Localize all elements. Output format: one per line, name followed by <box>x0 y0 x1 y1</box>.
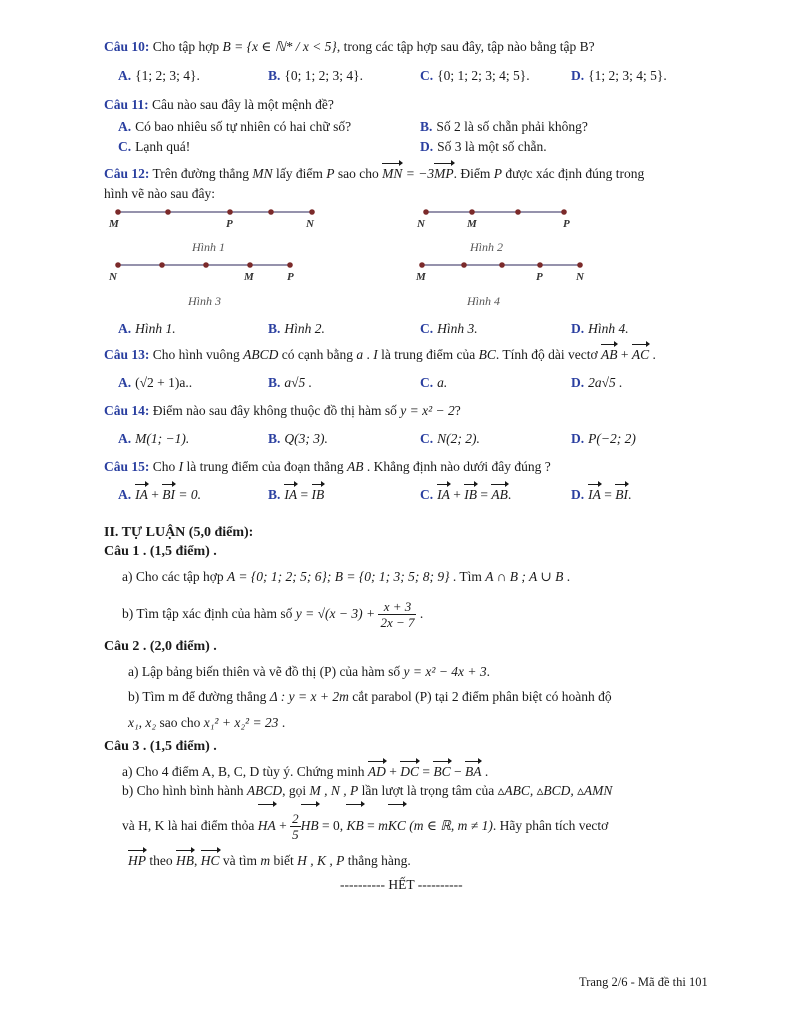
q12-figures <box>100 204 720 314</box>
vec-mp: MP <box>434 166 454 181</box>
q11-option-b[interactable]: B. Số 2 là số chẵn phải không? <box>420 119 588 134</box>
c2-b-line2: x₁, x₂ sao cho x₁² + x₂² = 23 . <box>128 715 286 730</box>
fig4-point-m <box>420 263 425 268</box>
fig3-point-p <box>288 263 293 268</box>
q10-text-b: , trong các tập hợp sau đây, tập nào bằng tập B? <box>336 39 595 54</box>
fig2-point-n <box>424 210 429 215</box>
fig2-point-p <box>562 210 567 215</box>
fig4-caption: Hình 4 <box>467 294 500 308</box>
c1-heading: Câu 1 . (1,5 điểm) . <box>104 544 217 559</box>
q15-option-d[interactable]: D. IA = BI. <box>571 487 632 502</box>
c3-a: a) Cho 4 điểm A, B, C, D tùy ý. Chứng minh AD + DC = BC − BA . <box>122 764 489 779</box>
c3-b-line3: HP theo HB, HC và tìm m biết H , K , P thẳng hàng. <box>128 853 411 868</box>
c3-b: b) Cho hình bình hành ABCD, gọi M , N , P lần lượt là trọng tâm của ▵ABC, ▵BCD, ▵AMN <box>122 783 613 798</box>
c1-b-fraction: $\frac{x + 3}{2x - 7}$ <box>380 599 415 631</box>
q11-stem <box>104 96 334 114</box>
fig4-point-p <box>538 263 543 268</box>
q10-text-a: Cho tập hợp <box>152 39 220 54</box>
fig3-point-n <box>116 263 121 268</box>
fig1-point-p <box>228 210 233 215</box>
c1-b: b) Tìm tập xác định của hàm số y = √(x − 3) + $\frac{x + 3}{2x - 7}$ . <box>122 599 424 631</box>
fig1-point-n <box>310 210 315 215</box>
q10-option-b[interactable]: B. {0; 1; 2; 3; 4}. <box>268 68 363 83</box>
q14-option-d[interactable]: D. P(−2; 2) <box>571 431 636 446</box>
q11-option-a[interactable]: A. Có bao nhiêu số tự nhiên có hai chữ số? <box>118 119 352 134</box>
q10-option-d[interactable]: D. {1; 2; 3; 4; 5}. <box>571 68 667 83</box>
fig1-caption: Hình 1 <box>192 240 225 254</box>
q15-option-b[interactable]: B. IA = IB <box>268 487 325 502</box>
q15-label: Câu 15: <box>104 459 150 474</box>
q12-option-d[interactable]: D. Hình 4. <box>571 321 629 336</box>
q13-stem: Câu 13: Cho hình vuông ABCD có cạnh bằng a . I là trung điểm của BC. Tính độ dài vectơ AB + AC . <box>104 347 656 362</box>
svg-text:N: N <box>417 218 425 230</box>
q12-label: Câu 12: <box>104 166 150 181</box>
svg-text:M: M <box>244 271 254 283</box>
svg-text:M: M <box>109 218 119 230</box>
svg-text:M: M <box>416 271 426 283</box>
q12-stem: Câu 12: Trên đường thẳng MN lấy điểm P sao cho MN = −3MP. Điểm P được xác định đúng trong <box>104 166 645 181</box>
q14-option-a[interactable]: A. M(1; −1). <box>118 431 190 446</box>
q14-label: Câu 14: <box>104 403 150 418</box>
q14-option-c[interactable]: C. N(2; 2). <box>420 431 480 446</box>
svg-text:P: P <box>226 218 233 230</box>
q11-text: Câu nào sau đây là một mệnh đề? <box>152 97 334 112</box>
q12-option-c[interactable]: C. Hình 3. <box>420 321 478 336</box>
c3-fraction: $\frac{2}{5}$ <box>292 811 299 843</box>
fig2-point-m <box>470 210 475 215</box>
q10-label: Câu 10: <box>104 39 150 54</box>
q12-option-b[interactable]: B. Hình 2. <box>268 321 325 336</box>
svg-text:N: N <box>576 271 584 283</box>
page-footer: Trang 2/6 - Mã đề thi 101 <box>579 975 708 989</box>
svg-text:N: N <box>306 218 314 230</box>
q15-stem: Câu 15: Cho I là trung điểm của đoạn thẳng AB . Khẳng định nào dưới đây đúng ? <box>104 459 551 474</box>
c2-heading: Câu 2 . (2,0 điểm) . <box>104 639 217 654</box>
svg-text:M: M <box>467 218 477 230</box>
q10-set: B = {x ∈ ℕ* / x < 5} <box>222 39 337 54</box>
c2-b: b) Tìm m để đường thẳng Δ : y = x + 2m cắt parabol (P) tại 2 điểm phân biệt có hoành độ <box>128 689 612 704</box>
fig2-caption: Hình 2 <box>470 240 503 254</box>
q12-stem-line2: hình vẽ nào sau đây: <box>104 186 215 201</box>
vec-mn: MN <box>382 166 403 181</box>
q13-option-a[interactable]: A. (√2 + 1)a.. <box>118 375 193 390</box>
q10-option-c[interactable]: C. {0; 1; 2; 3; 4; 5}. <box>420 68 530 83</box>
q15-option-a[interactable]: A. IA + BI = 0. <box>118 487 201 502</box>
q15-option-c[interactable]: C. IA + IB = AB. <box>420 487 512 502</box>
q13-label: Câu 13: <box>104 347 150 362</box>
end-marker: ---------- HẾT ---------- <box>340 877 463 892</box>
q10-option-a[interactable]: A. {1; 2; 3; 4}. <box>118 68 200 83</box>
q11-option-c[interactable]: C. Lạnh quá! <box>118 139 191 154</box>
fig3-caption: Hình 3 <box>188 294 221 308</box>
svg-text:N: N <box>109 271 117 283</box>
q14-option-b[interactable]: B. Q(3; 3). <box>268 431 328 446</box>
q13-option-d[interactable]: D. 2a√5 . <box>571 375 623 390</box>
q13-option-b[interactable]: B. a√5 . <box>268 375 313 390</box>
fig1-point-m <box>116 210 121 215</box>
c3-b-line2: và H, K là hai điểm thỏa HA + $\frac{2}{5}$ HB = 0, KB = mKC (m ∈ ℝ, m ≠ 1). Hãy phân tích vectơ <box>122 806 608 846</box>
q11-label: Câu 11: <box>104 97 149 112</box>
fig4-point-n <box>578 263 583 268</box>
q10-stem <box>104 38 595 56</box>
q13-option-c[interactable]: C. a. <box>420 375 448 390</box>
c3-heading: Câu 3 . (1,5 điểm) . <box>104 739 217 754</box>
svg-text:P: P <box>536 271 543 283</box>
q11-option-d[interactable]: D. Số 3 là một số chẵn. <box>420 139 547 154</box>
q12-option-a[interactable]: A. Hình 1. <box>118 321 176 336</box>
fig3-point-m <box>248 263 253 268</box>
svg-text:P: P <box>563 218 570 230</box>
q14-stem: Câu 14: Điểm nào sau đây không thuộc đồ thị hàm số y = x² − 2? <box>104 403 461 418</box>
svg-text:P: P <box>287 271 294 283</box>
c1-a: a) Cho các tập hợp A = {0; 1; 2; 5; 6}; B = {0; 1; 3; 5; 8; 9} . Tìm A ∩ B ; A ∪ B . <box>122 569 571 584</box>
c2-a: a) Lập bảng biến thiên và vẽ đồ thị (P) của hàm số y = x² − 4x + 3. <box>128 664 491 679</box>
part2-heading: II. TỰ LUẬN (5,0 điểm): <box>104 525 254 540</box>
